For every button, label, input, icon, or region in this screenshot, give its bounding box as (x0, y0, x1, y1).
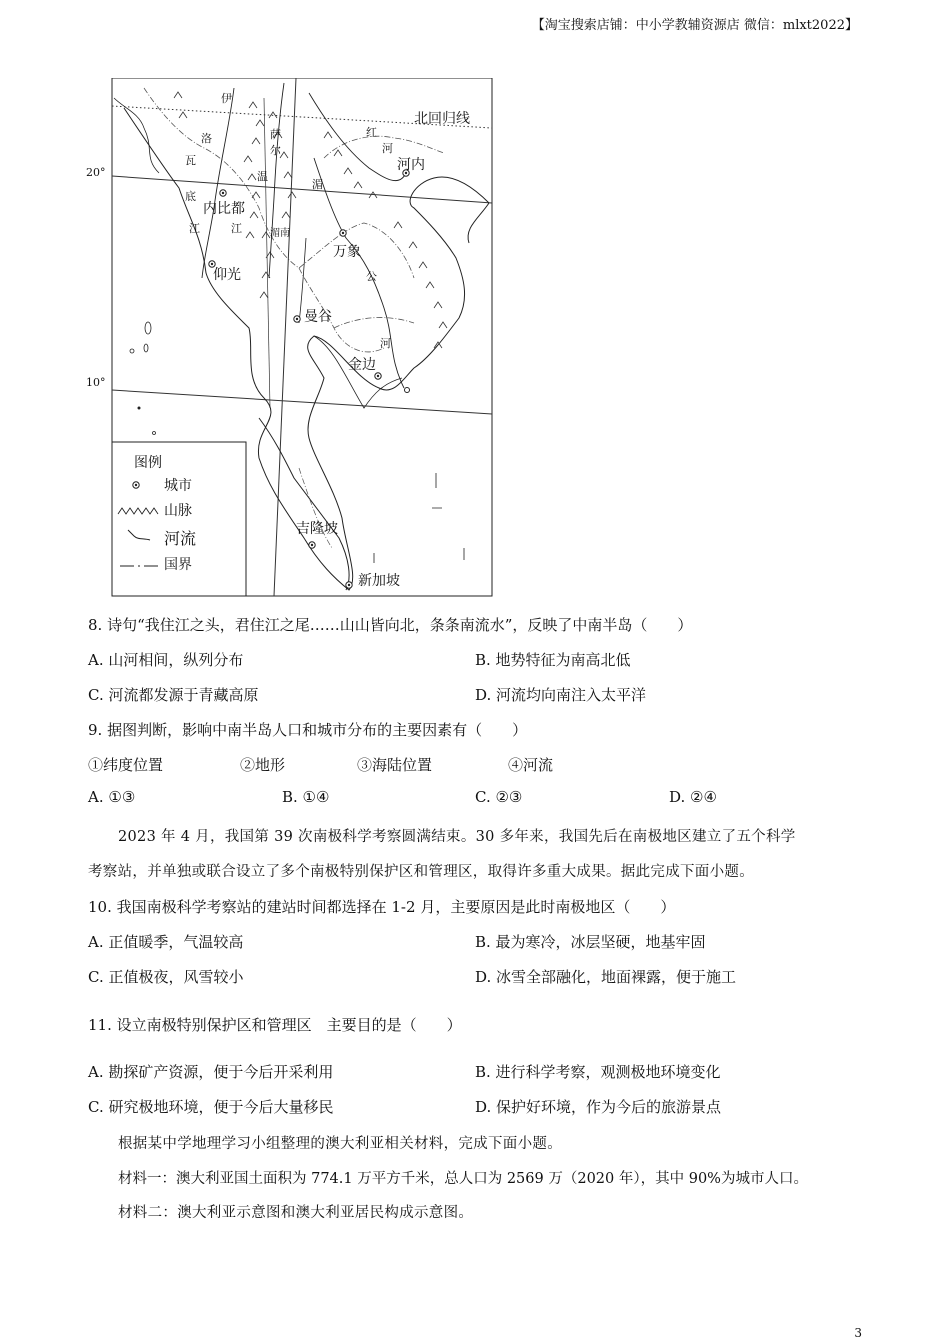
passage1-line1: 2023 年 4 月，我国第 39 次南极科学考察圆满结束。30 多年来，我国先后在南极地区建立了五个科学 (118, 829, 796, 845)
q10-option-a[interactable]: A. 正值暖季，气温较高 (88, 933, 244, 951)
q9-option-d[interactable]: D. ②④ (669, 788, 717, 806)
legend-border: 国界 (164, 557, 192, 573)
q11-option-b[interactable]: B. 进行科学考察，观测极地环境变化 (475, 1063, 721, 1081)
passage2-intro: 根据某中学地理学习小组整理的澳大利亚相关材料，完成下面小题。 (118, 1136, 562, 1152)
legend-city: 城市 (164, 478, 192, 494)
q9-item-1: ①纬度位置 (88, 756, 164, 774)
q8-option-a[interactable]: A. 山河相间，纵列分布 (88, 651, 244, 669)
legend-mountain: 山脉 (164, 503, 192, 519)
city-label-naypyidaw: 内比都 (203, 201, 245, 217)
indochina-map (84, 78, 498, 598)
q8-stem: 8. 诗句“我住江之头，君住江之尾……山山皆向北，条条南流水”，反映了中南半岛（ ） (88, 616, 693, 634)
river-chao-phraya: 湄南 (270, 228, 290, 239)
q11-option-a[interactable]: A. 勘探矿产资源，便于今后开采利用 (88, 1063, 334, 1081)
q9-item-2: ②地形 (240, 756, 286, 774)
river-irrawaddy-5: 江 (189, 222, 200, 235)
passage2-material1: 材料一：澳大利亚国土面积为 774.1 万平方千米，总人口为 2569 万（2020 年），其中 90%为城市人口。 (118, 1171, 808, 1187)
river-mekong-1: 湄 (312, 178, 323, 191)
river-irrawaddy-4: 底 (185, 190, 196, 203)
river-mekong-2: 公 (366, 270, 377, 283)
q11-option-d[interactable]: D. 保护好环境，作为今后的旅游景点 (475, 1098, 722, 1116)
q9-option-b[interactable]: B. ①④ (282, 788, 330, 806)
city-label-singapore: 新加坡 (358, 573, 400, 589)
river-red-2: 河 (382, 142, 393, 155)
tropic-label: 北回归线 (414, 111, 470, 127)
city-label-phnom-penh: 金边 (348, 357, 376, 373)
river-salween-4: 江 (231, 222, 242, 235)
q8-option-b[interactable]: B. 地势特征为南高北低 (475, 651, 631, 669)
river-salween-1: 萨 (270, 128, 281, 141)
lat-20-label: 20° (86, 166, 106, 179)
city-label-bangkok: 曼谷 (304, 309, 332, 325)
q9-option-a[interactable]: A. ①③ (88, 788, 136, 806)
legend-title: 图例 (134, 455, 162, 471)
lat-10-line (112, 390, 492, 414)
passage2-material2: 材料二：澳大利亚示意图和澳大利亚居民构成示意图。 (118, 1205, 474, 1221)
lat-10-label: 10° (86, 376, 106, 389)
q10-option-c[interactable]: C. 正值极夜，风雪较小 (88, 968, 244, 986)
river-mekong-3: 河 (380, 337, 391, 350)
q11-option-c[interactable]: C. 研究极地环境，便于今后大量移民 (88, 1098, 334, 1116)
q9-stem: 9. 据图判断，影响中南半岛人口和城市分布的主要因素有（ ） (88, 721, 528, 739)
q10-option-b[interactable]: B. 最为寒冷，冰层坚硬，地基牢固 (475, 933, 706, 951)
river-irrawaddy-1: 伊 (221, 92, 232, 105)
q8-option-d[interactable]: D. 河流均向南注入太平洋 (475, 686, 647, 704)
city-label-hanoi: 河内 (397, 157, 425, 173)
city-label-yangon: 仰光 (213, 267, 241, 283)
river-salween-3: 温 (257, 170, 268, 183)
q9-option-c[interactable]: C. ②③ (475, 788, 523, 806)
lat-20-line (112, 176, 492, 203)
city-label-kuala-lumpur: 吉隆坡 (296, 521, 338, 537)
river-salween-2: 尔 (270, 144, 281, 157)
page-header: 【淘宝搜索店铺：中小学教辅资源店 微信：mlxt2022】 (531, 18, 858, 33)
legend-river: 河流 (164, 529, 197, 548)
river-irrawaddy-2: 洛 (201, 132, 212, 145)
q8-option-c[interactable]: C. 河流都发源于青藏高原 (88, 686, 259, 704)
page-number: 3 (854, 1326, 862, 1340)
q9-item-3: ③海陆位置 (357, 756, 433, 774)
passage1-line2: 考察站，并单独或联合设立了多个南极特别保护区和管理区，取得许多重大成果。据此完成下面小题。 (88, 864, 754, 880)
q10-option-d[interactable]: D. 冰雪全部融化，地面裸露，便于施工 (475, 968, 737, 986)
river-red-1: 红 (366, 126, 377, 139)
map-drawing (84, 78, 498, 598)
q9-item-4: ④河流 (508, 756, 554, 774)
city-label-vientiane: 万象 (333, 244, 361, 260)
river-irrawaddy-3: 瓦 (185, 154, 196, 167)
q10-stem: 10. 我国南极科学考察站的建站时间都选择在 1-2 月，主要原因是此时南极地区（ ） (88, 898, 676, 916)
q11-stem: 11. 设立南极特别保护区和管理区 主要目的是（ ） (88, 1016, 462, 1034)
